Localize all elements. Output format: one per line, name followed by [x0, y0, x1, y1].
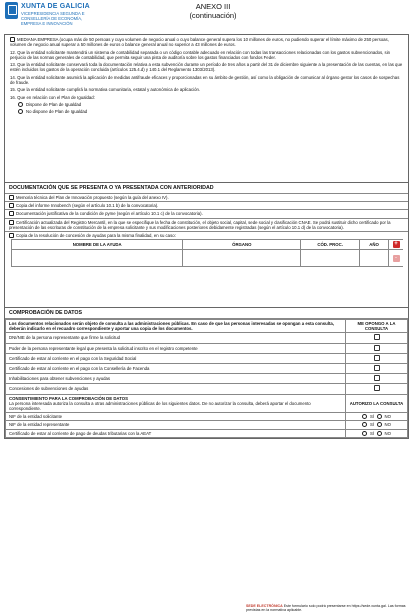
remove-row-button[interactable]: -: [393, 255, 400, 262]
no-label: NO: [384, 422, 391, 428]
add-cell: [389, 240, 404, 250]
doc-checkbox[interactable]: [9, 203, 14, 208]
col-ano: AÑO: [360, 240, 389, 250]
consent-row-label: NIF de la entidad solicitante: [6, 413, 346, 421]
oppose-table: [5, 319, 408, 438]
no-radio[interactable]: [377, 414, 382, 419]
documentation-section: [5, 182, 408, 301]
no-label: NO: [384, 430, 391, 436]
doc-item: [5, 219, 408, 232]
department-line: EMPRESA E INNOVACIÓN: [21, 21, 73, 26]
declaration-item: 14. Que la entidad solicitante asumirá la aplicación de medidas antifraude eficaces y proporcionadas en su ámbito de gestión, así como la obligación de comunicar al órgano gestor los casos de sospechas de fraude.: [10, 74, 400, 86]
footer: [246, 604, 414, 612]
no-radio[interactable]: [377, 431, 382, 436]
doc-item: [5, 210, 408, 218]
yes-radio[interactable]: [362, 422, 367, 427]
declaration-item: 13. Que la entidad solicitante conservará toda la documentación relativa a esta subvención durante un período de tres años a partir del 31 de diciembre siguiente a la presentación de las cuentas, en las que estén incluidos los gastos de la operación concluida (artículos 125.4.d) y 140.1 del Reglamento 1303/2013).: [10, 62, 403, 73]
no-label: NO: [384, 414, 391, 420]
declarations-section: [5, 35, 408, 178]
yes-radio[interactable]: [362, 431, 367, 436]
consent-row-label: Certificado de estar al corriente de pago de deudas tributarias con la AEAT: [6, 429, 346, 437]
oppose-header: ME OPONGO A LA CONSULTA: [346, 320, 408, 333]
verification-section: [5, 307, 408, 438]
aid-table-header: [12, 240, 404, 250]
oppose-row: [6, 384, 408, 394]
department-line: CONSELLERÍA DE ECONOMÍA,: [21, 16, 83, 21]
doc-label: Copia del informe Innobench (según el artículo 10.1 b) de la convocatoria).: [16, 203, 159, 209]
yes-radio[interactable]: [362, 414, 367, 419]
consent-intro: [6, 394, 346, 413]
yes-label: SÍ: [370, 422, 375, 428]
oppose-checkbox[interactable]: [374, 375, 380, 381]
igualdad-option: [10, 109, 403, 114]
doc-checkbox[interactable]: [9, 211, 14, 216]
aid-table: [11, 239, 403, 267]
oppose-checkbox[interactable]: [374, 345, 380, 351]
oppose-row-label: Poder de la persona representante legal que presenta la solicitud inscrito en el registro competente: [6, 343, 346, 353]
aid-organ-input[interactable]: [183, 250, 301, 267]
consent-row: [6, 421, 408, 429]
department-name: [21, 11, 96, 26]
igualdad-radio-no[interactable]: [18, 109, 23, 114]
aid-name-input[interactable]: [12, 250, 183, 267]
xunta-logo-icon: [5, 2, 18, 19]
oppose-checkbox[interactable]: [374, 334, 380, 340]
oppose-checkbox[interactable]: [374, 385, 380, 391]
annex-title: ANEXO III: [195, 2, 231, 11]
mediana-option: [10, 37, 403, 48]
aid-code-input[interactable]: [301, 250, 360, 267]
oppose-row: [6, 374, 408, 384]
autorizo-header: AUTORIZO LA CONSULTA: [346, 394, 408, 413]
oppose-row-label: DNI/NIE de la persona representante que firme la solicitud: [6, 333, 346, 343]
doc-item: [5, 194, 408, 202]
remove-cell: [389, 250, 404, 267]
consent-row: [6, 429, 408, 437]
header: [0, 0, 415, 34]
oppose-header-row: [6, 320, 408, 333]
igualdad-label: No dispone de Plan de Igualdad: [26, 109, 88, 115]
verification-title: COMPROBACIÓN DE DATOS: [5, 308, 408, 319]
col-cod: CÓD. PROC.: [301, 240, 360, 250]
yes-label: SÍ: [370, 430, 375, 436]
form-page: [4, 34, 409, 439]
declaration-item: 16. Que en relación con el Plan de Igualdad:: [10, 94, 95, 100]
consent-title: CONSENTIMIENTO PARA LA COMPROBACIÓN DE DATOS: [9, 395, 128, 401]
sede-label: SEDE ELECTRÓNICA: [246, 604, 283, 608]
oppose-row-label: Certificado de estar al corriente en el pago con la Seguridad Social: [6, 353, 346, 363]
consent-options: [346, 413, 408, 421]
oppose-row-label: Concesiones de subvenciones de ayudas: [6, 384, 346, 394]
aid-table-row: [12, 250, 404, 267]
aid-year-input[interactable]: [360, 250, 389, 267]
no-radio[interactable]: [377, 422, 382, 427]
consent-options: [346, 421, 408, 429]
col-organo: ÓRGANO: [183, 240, 301, 250]
consent-header-row: [6, 394, 408, 413]
doc-item: [5, 202, 408, 210]
declaration-item: 15. Que la entidad solicitante cumplirá la normativa comunitaria, estatal y autonómica de aplicación.: [10, 87, 201, 93]
igualdad-radio-yes[interactable]: [18, 102, 23, 107]
verification-intro: Los documentos relacionados serán objeto de consulta a las administraciones públicas. En caso de que las personas interesadas se opongan a esta consulta, deberán indicarlo en el recuadro correspondiente y aportar una copia de los documentos.: [6, 320, 346, 333]
department-line: VICEPRESIDENCIA SEGUNDA E: [21, 11, 85, 16]
consent-row-label: NIF de la entidad representante: [6, 421, 346, 429]
mediana-label: MEDIANA EMPRESA (ocupa más de 50 persoas y cuyo volumen de negocio anual o cuyo balance general supera los 10 millones de euros, no pudiendo superar el límite máximo de 250 persoas, volumen de negocio anual superar a 50 millones de euros o balance general anual no superior a 43 millones de euros.: [10, 37, 389, 48]
doc-checkbox[interactable]: [9, 195, 14, 200]
doc-label: Certificación actualizada del Registro Mercantil, en la que se especifique la fecha de constitución, el objeto social, capital, sede social y clasificación CNAE. Se podrá sustituir dicho certificado por la presentación de las escrituras de constitución de la empresa solicitante y sus modificaciones posteriores debidamente registradas (según el artículo 10.1 d) de la convocatoria).: [9, 219, 391, 230]
oppose-checkbox[interactable]: [374, 355, 380, 361]
oppose-row-label: Inhabilitaciones para obtener subvenciones y ayudas: [6, 374, 346, 384]
oppose-row-label: Certificado de estar al corriente en el pago con la Consellería de Facenda: [6, 364, 346, 374]
declaration-item: 12. Que la entidad solicitante mantendrá un sistema de contabilidad separada o un código contable adecuado en relación con todas las transacciones relacionadas con los gastos subvencionados, sin perjuicio de las normas generales de contabilidad, que permita seguir una pista de auditoría sobre los gastos financiados con fondos Feder.: [10, 49, 391, 60]
consent-row: [6, 413, 408, 421]
oppose-row: [6, 353, 408, 363]
add-row-button[interactable]: +: [394, 241, 398, 248]
documentation-title: DOCUMENTACIÓN QUE SE PRESENTA O YA PRESENTADA CON ANTERIORIDAD: [5, 183, 408, 194]
mediana-checkbox[interactable]: [10, 37, 15, 42]
brand-name: XUNTA DE GALICIA: [21, 3, 90, 10]
doc-label: Memoria técnica del Plan de Innovación propuesto (según la guía del anexo IV).: [16, 195, 169, 200]
oppose-row: [6, 343, 408, 353]
oppose-row: [6, 364, 408, 374]
consent-options: [346, 429, 408, 437]
doc-label: Documentación justificativa de la condición de pyme (según el artículo 10.1 c) de la convocatoria).: [16, 211, 203, 217]
document-title: [178, 2, 248, 20]
aid-checkbox[interactable]: [9, 233, 14, 238]
footer-text: Este formulario solo podrá presentarse en https://sede.xunta.gal. Las formas previstas en la normativa aplicable.: [246, 604, 406, 613]
aid-label: Copia de la resolución de concesión de ayudas para la misma finalidad, en su caso:: [16, 233, 176, 239]
igualdad-option: [10, 102, 403, 107]
consent-text: La persona interesada autoriza la consulta a otras administraciones públicas de los siguientes datos. De no autorizar la consulta, deberá aportar el documento correspondiente.: [9, 400, 311, 412]
oppose-checkbox[interactable]: [374, 365, 380, 371]
aid-item: [5, 232, 408, 239]
igualdad-label: Dispone de Plan de Igualdad: [26, 101, 82, 107]
oppose-row: [6, 333, 408, 343]
col-nombre: NOMBRE DE LA AYUDA: [12, 240, 183, 250]
annex-subtitle: (continuación): [189, 11, 237, 20]
yes-label: SÍ: [370, 414, 375, 420]
